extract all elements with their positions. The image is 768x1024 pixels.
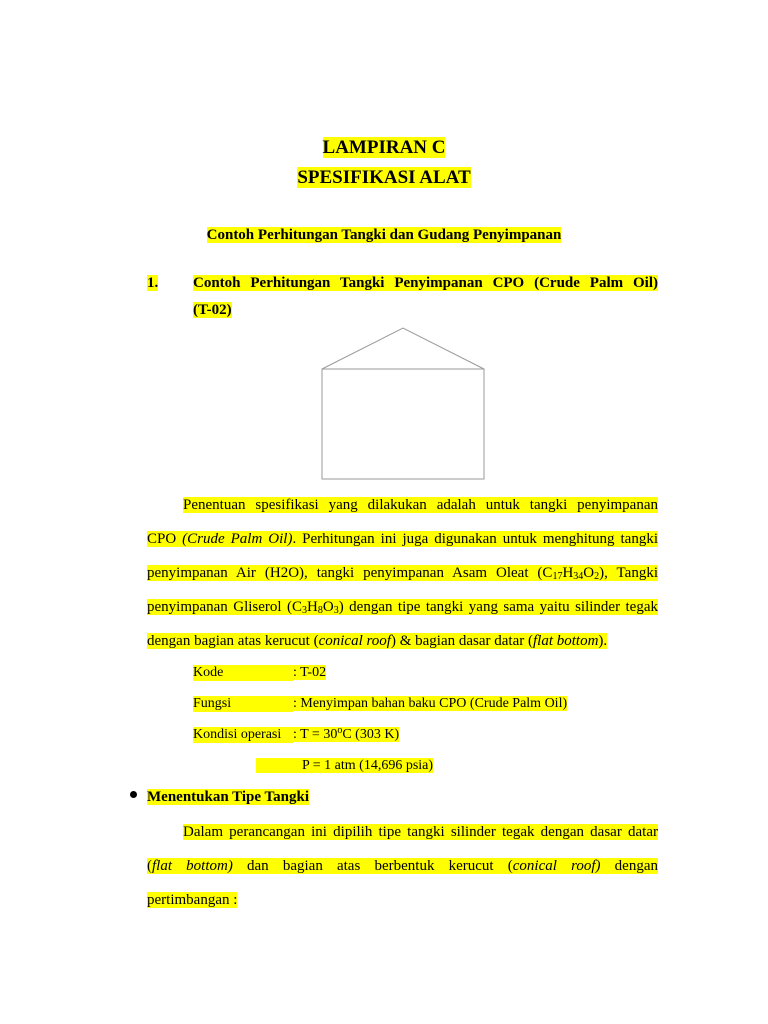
bullet-icon xyxy=(130,791,137,798)
section-title-line2: (T-02) xyxy=(193,302,232,318)
section-number: 1. xyxy=(147,275,159,291)
spec-kode: Kode : T-02 xyxy=(193,665,327,680)
bullet-paragraph-line2: (flat bottom) dan bagian atas berbentuk kerucut (conical roof) dengan xyxy=(147,858,658,874)
spec-kondisi: Kondisi operasi : $T = 30^oC$ (303 K) xyxy=(193,725,400,742)
paragraph1-line2: CPO (Crude Palm Oil). Perhitungan ini juga digunakan untuk menghitung tangki xyxy=(147,531,659,547)
appendix-subtitle: SPESIFIKASI ALAT xyxy=(297,167,471,188)
section-heading: Contoh Perhitungan Tangki dan Gudang Penyimpanan xyxy=(206,227,562,243)
appendix-title: LAMPIRAN C xyxy=(322,137,446,158)
tank-outline-icon xyxy=(318,325,488,483)
bullet-paragraph-line3: pertimbangan : xyxy=(147,892,238,908)
tank-roof xyxy=(322,328,484,369)
tank-shell xyxy=(322,369,484,479)
spec-fungsi: Fungsi : Menyimpan bahan baku CPO (Crude Palm Oil) xyxy=(193,696,568,711)
section-title-line1: Contoh Perhitungan Tangki Penyimpanan CPO (Crude Palm Oil) xyxy=(193,275,658,291)
paragraph1-line1: Penentuan spesifikasi yang dilakukan adalah untuk tangki penyimpanan xyxy=(183,497,658,513)
paragraph1-line4: penyimpanan Gliserol $(C_3H_8O_3)$ dengan tipe tangki yang sama yaitu silinder tegak xyxy=(147,599,658,616)
paragraph1-line3: penyimpanan Air (H2O), tangki penyimpanan Asam Oleat $(C_{17}H_{34}O_2)$, Tangki xyxy=(147,565,658,582)
bullet-paragraph-line1: Dalam perancangan ini dipilih tipe tangki silinder tegak dengan dasar datar xyxy=(183,824,658,840)
bullet-title: Menentukan Tipe Tangki xyxy=(147,789,310,805)
paragraph1-line5: dengan bagian atas kerucut (conical roof) & bagian dasar datar (flat bottom). xyxy=(147,633,608,649)
spec-pressure: P = 1 atm (14,696 psia) xyxy=(256,758,433,774)
